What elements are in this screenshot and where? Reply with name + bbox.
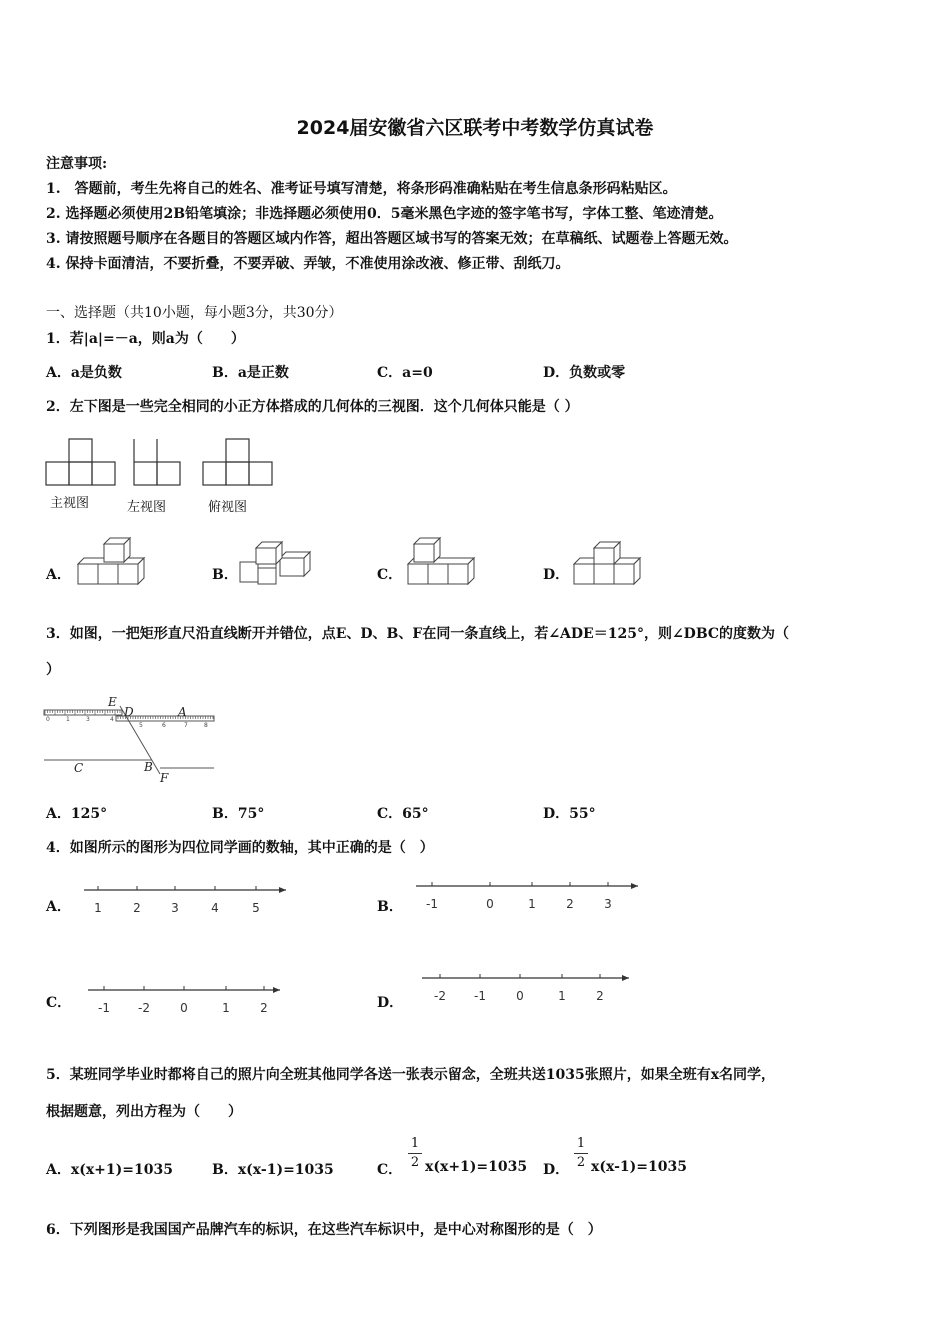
axis-tick-label: 0 (516, 989, 524, 1003)
ruler-num-1: 1 (66, 716, 70, 723)
notice-item-1: 1. 答题前，考生先将自己的姓名、准考证号填写清楚，将条形码准确粘贴在考生信息条形码粘贴区。 (46, 181, 677, 197)
ruler-num-4: 4 (110, 716, 114, 723)
fraction-one-half-c (408, 1135, 422, 1172)
axis-tick-label: 2 (596, 989, 604, 1003)
question-1-option-b[interactable]: B．a是正数 (212, 365, 289, 381)
axis-tick-label: 1 (528, 897, 536, 911)
axis-tick-label: -1 (426, 897, 438, 911)
left-view-label: 左视图 (127, 500, 167, 515)
ruler-num-0: 0 (46, 716, 50, 723)
axis-tick-label: 3 (604, 897, 612, 911)
option-a-solid-figure (70, 536, 150, 588)
question-3-option-b[interactable]: B．75° (212, 806, 265, 822)
axis-arrow (622, 975, 629, 981)
label-a: A (178, 705, 187, 719)
question-5-option-a[interactable]: A．x(x+1)=1035 (46, 1162, 173, 1178)
label-e: E (108, 695, 117, 709)
axis-tick-label: -2 (434, 989, 446, 1003)
ruler-num-3: 3 (86, 716, 90, 723)
axis-tick-label: 1 (558, 989, 566, 1003)
question-5-stem-line-1: 5．某班同学毕业时都将自己的照片向全班其他同学各送一张表示留念，全班共送1035张照片，如果全班有x名同学， (46, 1067, 776, 1083)
notice-item-4: 4. 保持卡面清洁，不要折叠，不要弄破、弄皱，不准使用涂改液、修正带、刮纸刀。 (46, 256, 570, 272)
axis-tick-label: 2 (133, 901, 141, 915)
number-line-b (412, 876, 642, 912)
front-view-label: 主视图 (50, 496, 90, 511)
question-6-stem: 6．下列图形是我国国产品牌汽车的标识，在这些汽车标识中，是中心对称图形的是（ ） (46, 1222, 602, 1238)
question-2-option-c[interactable]: C． (377, 567, 403, 583)
option-c-solid-figure (402, 536, 482, 588)
question-4-option-c[interactable]: C． (46, 995, 72, 1011)
axis-arrow (279, 887, 286, 893)
axis-tick-label: 2 (566, 897, 574, 911)
ruler-num-8: 8 (204, 722, 208, 729)
ruler-num-6: 6 (162, 722, 166, 729)
label-c: C (74, 761, 84, 775)
axis-tick-label: -1 (98, 1001, 110, 1015)
question-3-option-a[interactable]: A．125° (46, 806, 108, 822)
question-5-option-d-expression: x(x-1)=1035 (591, 1159, 687, 1175)
option-d-solid-figure (568, 540, 648, 590)
axis-tick-label: 1 (222, 1001, 230, 1015)
question-1-stem: 1．若|a|=－a，则a为（ ） (46, 331, 245, 347)
question-5-option-c[interactable]: C． (377, 1162, 403, 1178)
label-d: D (124, 705, 134, 719)
axis-tick-label: 3 (171, 901, 179, 915)
question-5-stem-line-2: 根据题意，列出方程为（ ） (46, 1104, 242, 1120)
ruler-num-5: 5 (139, 722, 143, 729)
question-3-option-c[interactable]: C．65° (377, 806, 429, 822)
question-4-option-b[interactable]: B． (377, 899, 403, 915)
question-4-stem: 4．如图所示的图形为四位同学画的数轴，其中正确的是（ ） (46, 840, 434, 856)
axis-arrow (273, 987, 280, 993)
question-3-stem-line-1: 3．如图，一把矩形直尺沿直线断开并错位，点E、D、B、F在同一条直线上，若∠ADE＝125°，则∠DBC的度数为（ (46, 626, 790, 642)
question-3-stem-line-2: ） (46, 662, 60, 678)
fraction-denominator: 2 (576, 1155, 586, 1170)
notice-item-3: 3. 请按照题号顺序在各题目的答题区域内作答，超出答题区域书写的答案无效；在草稿纸、试题卷上答题无效。 (46, 231, 738, 247)
axis-arrow (631, 883, 638, 889)
question-5-option-b[interactable]: B．x(x-1)=1035 (212, 1162, 334, 1178)
ruler-num-7: 7 (184, 722, 188, 729)
axis-tick-label: -1 (474, 989, 486, 1003)
label-b: B (144, 760, 153, 774)
question-4-option-a[interactable]: A． (46, 899, 71, 915)
option-b-solid-figure (234, 540, 314, 590)
fraction-numerator: 1 (408, 1135, 422, 1154)
question-1-option-c[interactable]: C．a=0 (377, 365, 433, 381)
fraction-numerator: 1 (574, 1135, 588, 1154)
fraction-one-half-d (574, 1135, 588, 1172)
question-2-option-a[interactable]: A． (46, 567, 71, 583)
label-f: F (160, 771, 169, 785)
number-line-a (80, 880, 290, 916)
axis-tick-label: 4 (211, 901, 219, 915)
question-1-option-a[interactable]: A．a是负数 (46, 365, 122, 381)
number-line-d (418, 968, 633, 1004)
question-2-stem: 2．左下图是一些完全相同的小正方体搭成的几何体的三视图．这个几何体只能是（ ） (46, 399, 579, 415)
axis-tick-label: 5 (252, 901, 260, 915)
question-2-option-b[interactable]: B． (212, 567, 238, 583)
section-heading: 一、选择题（共10小题，每小题3分，共30分） (46, 305, 343, 321)
three-views-figure (40, 432, 280, 492)
axis-tick-label: 1 (94, 901, 102, 915)
question-2-option-d[interactable]: D． (543, 567, 570, 583)
question-4-option-d[interactable]: D． (377, 995, 404, 1011)
question-1-option-d[interactable]: D．负数或零 (543, 365, 626, 381)
top-view-label: 俯视图 (208, 500, 248, 515)
axis-tick-label: -2 (138, 1001, 150, 1015)
question-5-option-c-expression: x(x+1)=1035 (425, 1159, 528, 1175)
axis-tick-label: 0 (180, 1001, 188, 1015)
notice-heading: 注意事项: (46, 156, 108, 172)
question-3-option-d[interactable]: D．55° (543, 806, 596, 822)
question-5-option-d[interactable]: D． (543, 1162, 570, 1178)
page-title: 2024届安徽省六区联考中考数学仿真试卷 (296, 117, 654, 139)
ruler-figure (44, 694, 224, 788)
axis-tick-label: 0 (486, 897, 494, 911)
axis-tick-label: 2 (260, 1001, 268, 1015)
notice-item-2: 2. 选择题必须使用2B铅笔填涂；非选择题必须使用0．5毫米黑色字迹的签字笔书写，字体工整、笔迹清楚。 (46, 206, 723, 222)
fraction-denominator: 2 (410, 1155, 420, 1170)
number-line-c (84, 982, 284, 1018)
